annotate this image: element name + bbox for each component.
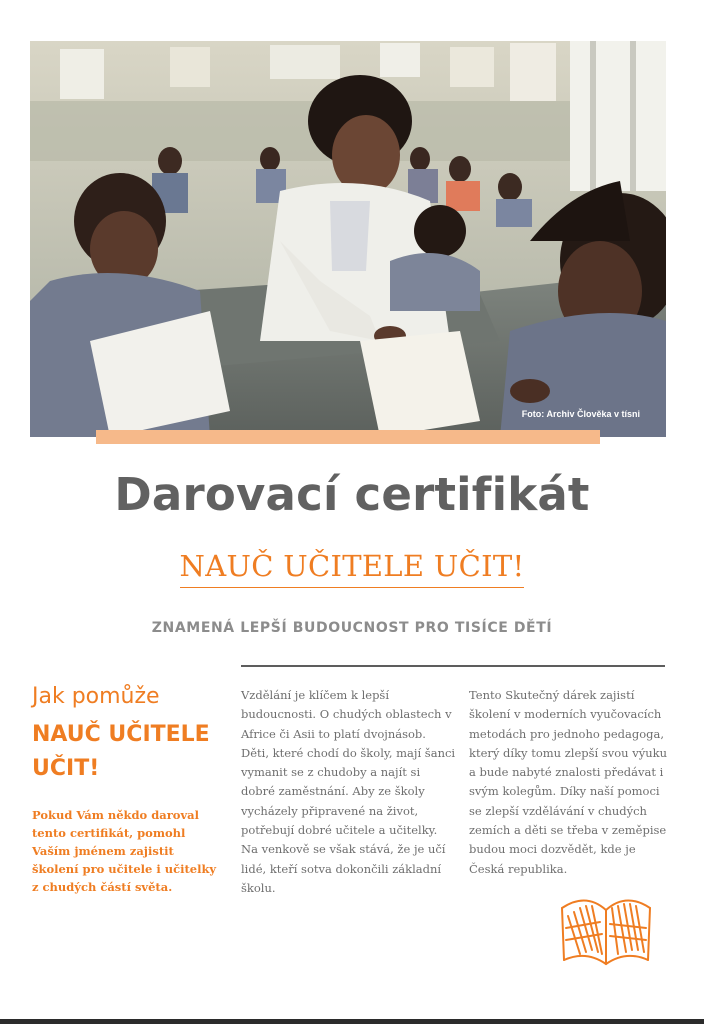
book-sketch-svg bbox=[556, 888, 656, 968]
subtitle-wrap bbox=[0, 549, 704, 588]
classroom-photo bbox=[30, 41, 666, 437]
page-title: Darovací certifikát bbox=[114, 468, 590, 521]
photo-credit: Foto: Archiv Člověka v tísni bbox=[521, 409, 640, 419]
bottom-border bbox=[0, 1019, 704, 1024]
divider bbox=[241, 665, 665, 667]
classroom-photo-illustration bbox=[30, 41, 666, 437]
body-column-1: Vzdělání je klíčem k lepší budoucnosti. O chudých oblastech v Africe či Asii to platí dvojnásob. Děti, které chodí do školy, mají šanci vymanit se z chudoby a najít si dobré zaměstnání. Aby ze školy vycházely připravené na život, potřebují dobré učitele a učitelky. Na venkově se však stává, že je učí lidé, kteří sotva dokončili základní školu. bbox=[241, 688, 456, 895]
side-text: Pokud Vám někdo daroval tento certifikát, pomohl Vaším jménem zajistit školení pro učitele i učitelky z chudých částí světa. bbox=[32, 808, 217, 894]
body-column-2: Tento Skutečný dárek zajistí školení v moderních vyučovacích metodách pro jednoho pedagoga, který díky tomu zlepší svou výuku a bude nabyté znalosti předávat i svým kolegům. Díky naší pomoci se zlepší vzdělávání v chudých zemích a děti se třeba v zeměpise budou moci dozvědět, kde je Česká republika. bbox=[469, 688, 668, 876]
accent-bar bbox=[96, 430, 600, 444]
book-sketch-icon bbox=[556, 888, 656, 968]
subtitle: NAUČ UČITELE UČIT! bbox=[180, 549, 525, 588]
tagline: ZNAMENÁ LEPŠÍ BUDOUCNOST PRO TISÍCE DĚTÍ bbox=[151, 620, 553, 636]
side-subheading: NAUČ UČITELE UČIT! bbox=[32, 722, 210, 781]
side-heading: Jak pomůže bbox=[32, 684, 160, 709]
